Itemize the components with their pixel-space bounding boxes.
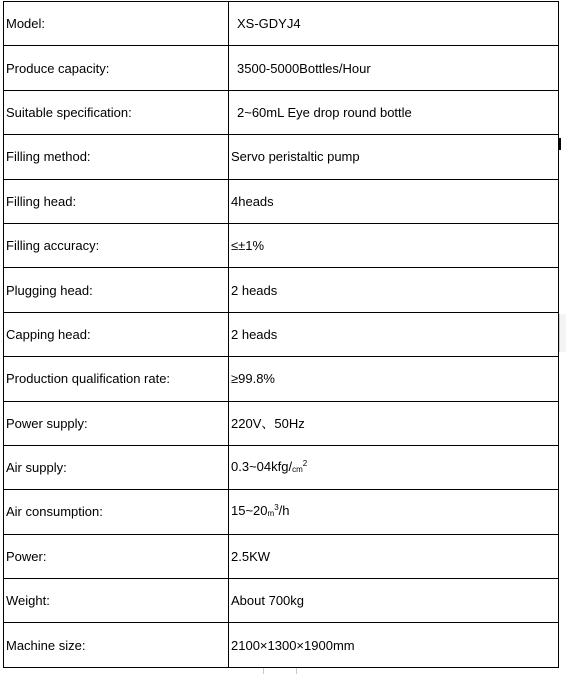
spec-label: Machine size: [4, 623, 229, 667]
spec-value: 3500-5000Bottles/Hour [229, 46, 559, 90]
spec-value: 2 heads [229, 268, 559, 312]
table-row [4, 357, 559, 401]
spec-label: Filling accuracy: [4, 223, 229, 267]
spec-value: About 700kg [229, 579, 559, 623]
table-row [4, 268, 559, 312]
table-row [4, 223, 559, 267]
spec-label: Filling method: [4, 135, 229, 179]
spec-value: ≥99.8% [229, 357, 559, 401]
spec-value: ≤±1% [229, 223, 559, 267]
spec-value [229, 490, 559, 534]
spec-label: Model: [4, 2, 229, 46]
spec-label: Capping head: [4, 312, 229, 356]
spec-value: 2.5KW [229, 534, 559, 578]
text-cursor [559, 138, 561, 150]
specification-table [3, 1, 559, 668]
table-row [4, 534, 559, 578]
ruler-tick [296, 668, 297, 674]
air-supply-value: 0.3~04kfg/ [231, 458, 293, 474]
air-consumption-suffix: /h [278, 502, 290, 518]
table-row [4, 179, 559, 223]
air-consumption-value: 15~20 [231, 502, 268, 518]
air-consumption-unit: m [267, 508, 275, 518]
table-row [4, 135, 559, 179]
air-consumption-exponent: 3 [274, 502, 279, 512]
spec-value: 2 heads [229, 312, 559, 356]
table-row [4, 46, 559, 90]
spec-label: Plugging head: [4, 268, 229, 312]
air-supply-unit: cm [292, 464, 303, 474]
table-row [4, 579, 559, 623]
spec-label: Weight: [4, 579, 229, 623]
spec-label: Air consumption: [4, 490, 229, 534]
table-row [4, 2, 559, 46]
table-row [4, 312, 559, 356]
spec-label: Produce capacity: [4, 46, 229, 90]
table-row [4, 401, 559, 445]
spec-label: Production qualification rate: [4, 357, 229, 401]
spec-value: XS-GDYJ4 [229, 2, 559, 46]
spec-label: Filling head: [4, 179, 229, 223]
spec-value: 4heads [229, 179, 559, 223]
spec-value [229, 445, 559, 489]
table-row [4, 490, 559, 534]
spec-label: Air supply: [4, 445, 229, 489]
spec-value: 2100×1300×1900mm [229, 623, 559, 667]
air-supply-exponent: 2 [302, 458, 308, 468]
table-row [4, 623, 559, 667]
spec-value: Servo peristaltic pump [229, 135, 559, 179]
spec-label: Suitable specification: [4, 90, 229, 134]
spec-value: 220V、50Hz [229, 401, 559, 445]
table-row [4, 90, 559, 134]
table-row [4, 445, 559, 489]
ruler-tick [263, 668, 264, 674]
row-resize-handle[interactable] [559, 314, 566, 352]
spec-value: 2~60mL Eye drop round bottle [229, 90, 559, 134]
spec-label: Power: [4, 534, 229, 578]
spec-label: Power supply: [4, 401, 229, 445]
